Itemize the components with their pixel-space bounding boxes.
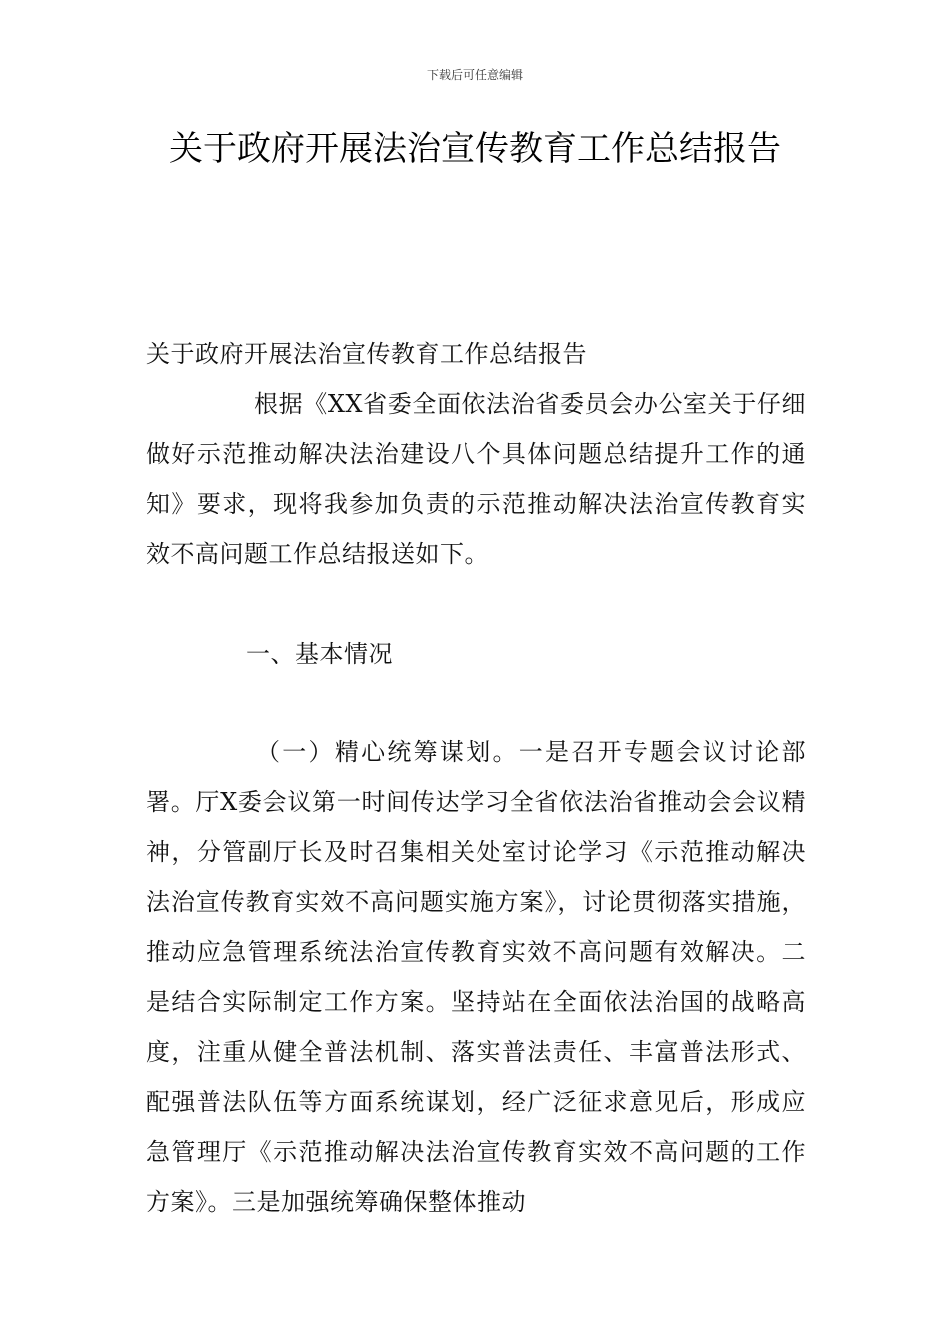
document-title: 关于政府开展法治宣传教育工作总结报告: [169, 129, 781, 169]
body-subtitle: 关于政府开展法治宣传教育工作总结报告: [146, 340, 587, 368]
intro-paragraph: 根据《XX省委全面依法治省委员会办公室关于仔细做好示范推动解决法治建设八个具体问题总结提升工作的通知》要求，现将我参加负责的示范推动解决法治宣传教育实效不高问题工作总结报送如下。: [146, 390, 806, 568]
section-heading-basic-situation: 一、基本情况: [246, 640, 393, 668]
header-note: 下载后可任意编辑: [426, 68, 523, 82]
document-body: [146, 329, 806, 1227]
section-1-paragraph: （一）精心统筹谋划。一是召开专题会议讨论部署。厅X委会议第一时间传达学习全省依法治省推动会会议精神，分管副厅长及时召集相关处室讨论学习《示范推动解决法治宣传教育实效不高问题实施方案》，讨论贯彻落实措施，推动应急管理系统法治宣传教育实效不高问题有效解决。二是结合实际制定工作方案。坚持站在全面依法治国的战略高度，注重从健全普法机制、落实普法责任、丰富普法形式、配强普法队伍等方面系统谋划，经广泛征求意见后，形成应急管理厅《示范推动解决法治宣传教育实效不高问题的工作方案》。三是加强统筹确保整体推动: [146, 738, 806, 1216]
